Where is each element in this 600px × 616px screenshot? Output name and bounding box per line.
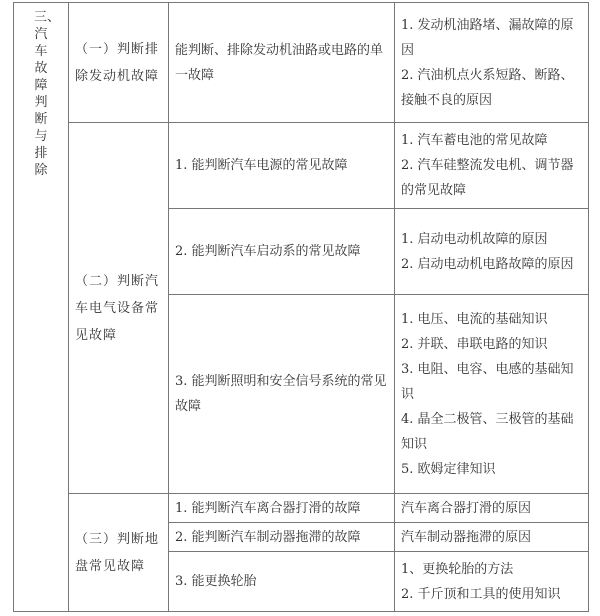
skill-cell: 2. 能判断汽车启动系的常见故障 [169, 209, 395, 295]
knowledge-cell [395, 209, 589, 295]
knowledge-item: 2. 汽车硅整流发电机、调节器的常见故障 [401, 158, 574, 198]
knowledge-item: 3. 电阻、电容、电感的基础知识 [401, 361, 574, 402]
skill-cell: 3. 能更换轮胎 [169, 552, 395, 612]
table-row [14, 494, 589, 523]
knowledge-item: 汽车制动器拖滞的原因 [401, 529, 532, 545]
knowledge-cell [395, 3, 589, 123]
knowledge-item: 1. 汽车蓄电池的常见故障 [401, 133, 548, 148]
skill-cell: 1. 能判断汽车电源的常见故障 [169, 123, 395, 209]
category-cell: （一）判断排除发动机故障 [69, 3, 169, 123]
skill-cell: 1. 能判断汽车离合器打滑的故障 [169, 494, 395, 523]
knowledge-cell [395, 295, 589, 494]
section-title: 汽车故障判断与排除 [34, 27, 48, 178]
skill-cell: 能判断、排除发动机油路或电路的单一故障 [169, 3, 395, 123]
table-row [14, 123, 589, 209]
skill-cell: 3. 能判断照明和安全信号系统的常见故障 [169, 295, 395, 494]
section-prefix: 三、 [34, 10, 61, 25]
table-row [14, 3, 589, 123]
knowledge-item: 1. 电压、电流的基础知识 [401, 311, 548, 327]
skill-cell: 2. 能判断汽车制动器拖滞的故障 [169, 523, 395, 552]
knowledge-cell [395, 494, 589, 523]
knowledge-item: 2. 汽油机点火系短路、断路、接触不良的原因 [401, 67, 574, 108]
knowledge-item: 2. 千斤顶和工具的使用知识 [401, 586, 561, 602]
knowledge-item: 5. 欧姆定律知识 [401, 461, 496, 477]
section-cell [14, 3, 69, 612]
knowledge-item: 2. 启动电动机电路故障的原因 [401, 256, 574, 272]
category-cell: （三）判断地盘常见故障 [69, 494, 169, 612]
skills-table [13, 2, 589, 612]
knowledge-item: 1. 发动机油路堵、漏故障的原因 [401, 17, 574, 58]
knowledge-item: 4. 晶全二极管、三极管的基础知识 [401, 411, 574, 452]
knowledge-cell [395, 123, 589, 209]
knowledge-item: 1. 启动电动机故障的原因 [401, 231, 548, 247]
knowledge-cell [395, 523, 589, 552]
knowledge-item: 2. 并联、串联电路的知识 [401, 336, 548, 352]
knowledge-item: 1、更换轮胎的方法 [401, 561, 514, 577]
knowledge-cell [395, 552, 589, 612]
knowledge-item: 汽车离合器打滑的原因 [401, 500, 532, 516]
category-cell: （二）判断汽车电气设备常见故障 [69, 123, 169, 494]
